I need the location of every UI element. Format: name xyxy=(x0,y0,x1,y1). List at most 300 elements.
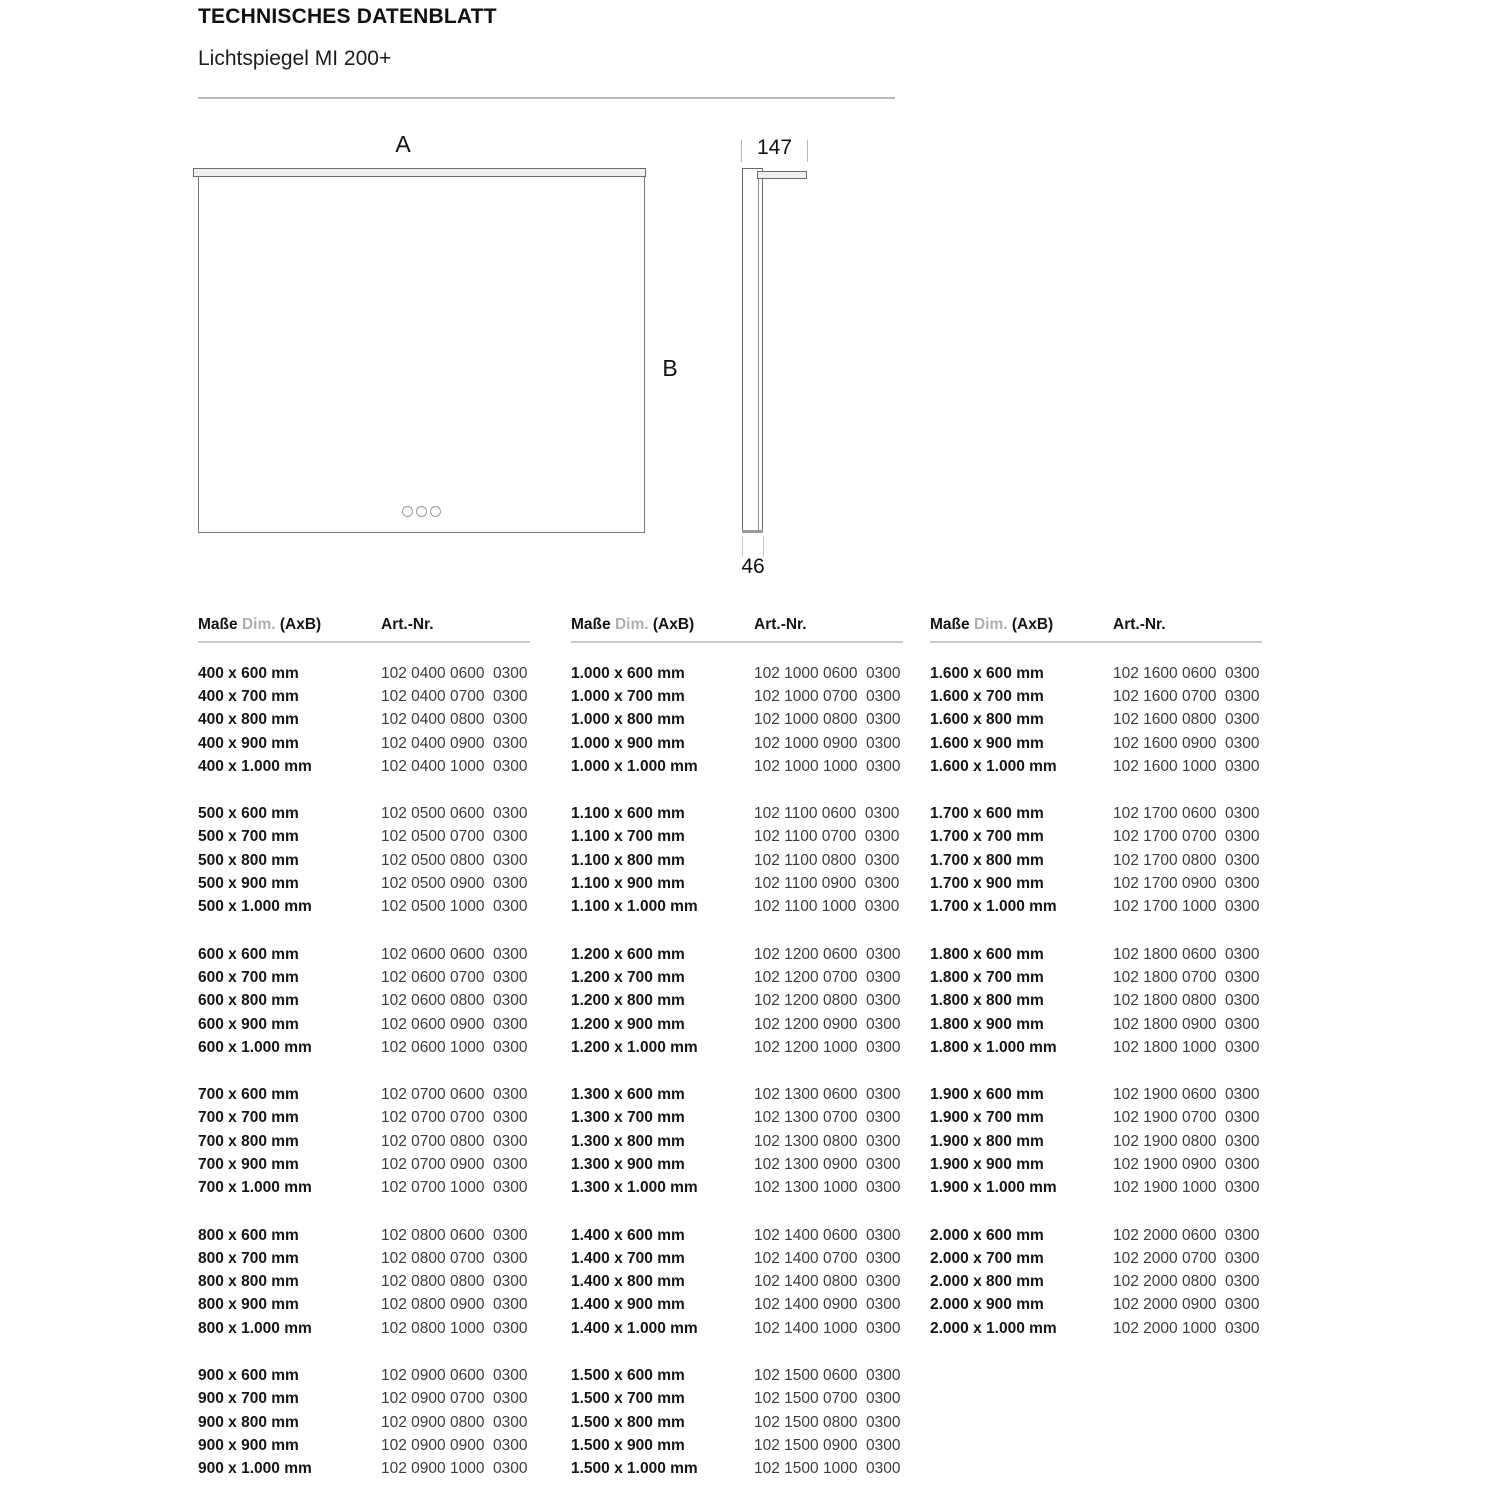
size-cell: 400 x 800 mm xyxy=(198,711,299,729)
size-cell: 900 x 600 mm xyxy=(198,1367,299,1385)
table-row xyxy=(571,1130,903,1153)
artnr-cell: 102 1600 0800 0300 xyxy=(1113,711,1260,729)
dimension-tick xyxy=(763,536,764,557)
artnr-cell: 102 0600 0600 0300 xyxy=(381,945,528,963)
size-block xyxy=(930,1224,1262,1340)
table-header xyxy=(930,615,1262,634)
mirror-front-view xyxy=(198,176,645,533)
page-subtitle: Lichtspiegel MI 200+ xyxy=(198,47,392,70)
artnr-cell: 102 1200 0800 0300 xyxy=(754,992,901,1010)
table-row xyxy=(930,896,1262,919)
table-row xyxy=(571,1107,903,1130)
size-cell: 1.100 x 600 mm xyxy=(571,805,685,823)
size-cell: 700 x 1.000 mm xyxy=(198,1179,312,1197)
dimension-tick xyxy=(807,140,808,162)
table-row xyxy=(198,732,530,755)
size-cell: 1.900 x 900 mm xyxy=(930,1155,1044,1173)
size-cell: 1.200 x 700 mm xyxy=(571,968,685,986)
artnr-cell: 102 1600 0900 0300 xyxy=(1113,734,1260,752)
size-cell: 1.500 x 1.000 mm xyxy=(571,1460,698,1478)
artnr-cell: 102 1300 0700 0300 xyxy=(754,1109,901,1127)
size-cell: 500 x 700 mm xyxy=(198,828,299,846)
artnr-cell: 102 2000 0700 0300 xyxy=(1113,1249,1260,1267)
size-cell: 600 x 1.000 mm xyxy=(198,1038,312,1056)
header-dim-label: Dim. xyxy=(614,616,649,633)
artnr-cell: 102 1900 0800 0300 xyxy=(1113,1132,1260,1150)
table-row xyxy=(571,662,903,685)
size-cell: 1.400 x 600 mm xyxy=(571,1226,685,1244)
header-artnr: Art.-Nr. xyxy=(381,616,434,633)
artnr-cell: 102 1100 1000 0300 xyxy=(754,898,900,916)
table-header-rule xyxy=(930,641,1262,643)
table-row xyxy=(571,1247,903,1270)
table-row xyxy=(198,685,530,708)
size-cell: 1.800 x 700 mm xyxy=(930,968,1044,986)
size-cell: 1.200 x 600 mm xyxy=(571,945,685,963)
size-block xyxy=(198,802,530,918)
size-cell: 500 x 900 mm xyxy=(198,875,299,893)
artnr-cell: 102 1700 0900 0300 xyxy=(1113,875,1260,893)
artnr-cell: 102 0400 0900 0300 xyxy=(381,734,528,752)
header-axb-label: (AxB) xyxy=(1011,616,1054,633)
dimension-label-a: A xyxy=(395,131,411,157)
table-row xyxy=(571,709,903,732)
artnr-cell: 102 0700 0900 0300 xyxy=(381,1155,528,1173)
artnr-cell: 102 0500 1000 0300 xyxy=(381,898,528,916)
size-cell: 2.000 x 1.000 mm xyxy=(930,1319,1057,1337)
table-row xyxy=(571,896,903,919)
size-cell: 1.700 x 600 mm xyxy=(930,805,1044,823)
table-row xyxy=(571,1294,903,1317)
table-row xyxy=(571,1083,903,1106)
table-row xyxy=(198,709,530,732)
size-cell: 700 x 800 mm xyxy=(198,1132,299,1150)
size-cell: 900 x 1.000 mm xyxy=(198,1460,312,1478)
table-row xyxy=(198,1130,530,1153)
size-cell: 1.100 x 900 mm xyxy=(571,875,685,893)
size-cell: 1.800 x 600 mm xyxy=(930,945,1044,963)
table-row xyxy=(571,1364,903,1387)
mirror-side-view xyxy=(742,168,763,533)
table-row xyxy=(930,872,1262,895)
table-row xyxy=(198,826,530,849)
size-block xyxy=(930,943,1262,1059)
artnr-cell: 102 1500 0900 0300 xyxy=(754,1436,901,1454)
table-row xyxy=(198,662,530,685)
table-row xyxy=(198,1364,530,1387)
size-cell: 1.800 x 1.000 mm xyxy=(930,1038,1057,1056)
table-row xyxy=(571,1317,903,1340)
size-cell: 1.100 x 1.000 mm xyxy=(571,898,698,916)
header-divider xyxy=(198,97,895,99)
size-cell: 1.000 x 1.000 mm xyxy=(571,757,698,775)
table-row xyxy=(571,685,903,708)
artnr-cell: 102 1800 0700 0300 xyxy=(1113,968,1260,986)
artnr-cell: 102 1700 0800 0300 xyxy=(1113,851,1260,869)
artnr-cell: 102 1300 0800 0300 xyxy=(754,1132,901,1150)
table-row xyxy=(571,1458,903,1481)
size-cell: 1.200 x 900 mm xyxy=(571,1015,685,1033)
artnr-cell: 102 0500 0800 0300 xyxy=(381,851,528,869)
size-cell: 1.300 x 600 mm xyxy=(571,1086,685,1104)
size-cell: 1.800 x 900 mm xyxy=(930,1015,1044,1033)
table-row xyxy=(571,1036,903,1059)
artnr-cell: 102 1900 0900 0300 xyxy=(1113,1155,1260,1173)
artnr-cell: 102 1000 0900 0300 xyxy=(754,734,901,752)
size-table-column-1 xyxy=(198,615,530,1505)
table-row xyxy=(930,1036,1262,1059)
artnr-cell: 102 1900 1000 0300 xyxy=(1113,1179,1260,1197)
artnr-cell: 102 1900 0600 0300 xyxy=(1113,1086,1260,1104)
size-block xyxy=(198,1083,530,1199)
header-masse-label: Maße xyxy=(930,616,970,633)
table-row xyxy=(571,802,903,825)
artnr-cell: 102 1100 0600 0300 xyxy=(754,805,900,823)
table-row xyxy=(198,1247,530,1270)
artnr-cell: 102 2000 0800 0300 xyxy=(1113,1273,1260,1291)
table-row xyxy=(571,1177,903,1200)
size-block xyxy=(198,943,530,1059)
table-row xyxy=(930,755,1262,778)
size-cell: 400 x 900 mm xyxy=(198,734,299,752)
table-row xyxy=(930,1224,1262,1247)
table-row xyxy=(571,1271,903,1294)
table-row xyxy=(930,1247,1262,1270)
table-row xyxy=(198,1177,530,1200)
artnr-cell: 102 0800 0800 0300 xyxy=(381,1273,528,1291)
artnr-cell: 102 0700 0600 0300 xyxy=(381,1086,528,1104)
artnr-cell: 102 0400 0800 0300 xyxy=(381,711,528,729)
table-row xyxy=(571,1153,903,1176)
size-block xyxy=(198,1224,530,1340)
artnr-cell: 102 1000 1000 0300 xyxy=(754,757,901,775)
table-row xyxy=(571,1224,903,1247)
size-cell: 1.300 x 800 mm xyxy=(571,1132,685,1150)
size-cell: 1.600 x 1.000 mm xyxy=(930,757,1057,775)
table-row xyxy=(198,755,530,778)
table-body xyxy=(571,662,903,1481)
touch-dot-icon xyxy=(416,506,427,517)
table-row xyxy=(930,966,1262,989)
artnr-cell: 102 1400 0800 0300 xyxy=(754,1273,901,1291)
artnr-cell: 102 1100 0800 0300 xyxy=(754,851,900,869)
table-row xyxy=(930,1153,1262,1176)
table-row xyxy=(571,966,903,989)
artnr-cell: 102 1400 0600 0300 xyxy=(754,1226,901,1244)
table-row xyxy=(571,1411,903,1434)
size-cell: 800 x 800 mm xyxy=(198,1273,299,1291)
artnr-cell: 102 1400 0700 0300 xyxy=(754,1249,901,1267)
header-artnr: Art.-Nr. xyxy=(1113,616,1166,633)
artnr-cell: 102 0600 0700 0300 xyxy=(381,968,528,986)
table-row xyxy=(198,872,530,895)
size-cell: 500 x 1.000 mm xyxy=(198,898,312,916)
table-row xyxy=(198,1036,530,1059)
size-cell: 1.400 x 900 mm xyxy=(571,1296,685,1314)
artnr-cell: 102 1200 0900 0300 xyxy=(754,1015,901,1033)
table-row xyxy=(198,990,530,1013)
table-row xyxy=(198,896,530,919)
size-cell: 500 x 600 mm xyxy=(198,805,299,823)
size-cell: 1.400 x 1.000 mm xyxy=(571,1319,698,1337)
table-header-rule xyxy=(198,641,530,643)
artnr-cell: 102 1900 0700 0300 xyxy=(1113,1109,1260,1127)
artnr-cell: 102 1400 1000 0300 xyxy=(754,1319,901,1337)
size-cell: 1.600 x 800 mm xyxy=(930,711,1044,729)
size-cell: 2.000 x 600 mm xyxy=(930,1226,1044,1244)
table-row xyxy=(198,1434,530,1457)
artnr-cell: 102 0500 0600 0300 xyxy=(381,805,528,823)
artnr-cell: 102 0400 1000 0300 xyxy=(381,757,528,775)
side-view-light-flange xyxy=(757,171,807,179)
artnr-cell: 102 0700 0800 0300 xyxy=(381,1132,528,1150)
table-row xyxy=(198,966,530,989)
artnr-cell: 102 1700 0600 0300 xyxy=(1113,805,1260,823)
size-cell: 1.900 x 700 mm xyxy=(930,1109,1044,1127)
size-cell: 400 x 700 mm xyxy=(198,687,299,705)
table-row xyxy=(198,1224,530,1247)
touch-control-dots-icon xyxy=(199,506,644,517)
size-cell: 1.500 x 900 mm xyxy=(571,1436,685,1454)
artnr-cell: 102 2000 1000 0300 xyxy=(1113,1319,1260,1337)
size-cell: 1.100 x 800 mm xyxy=(571,851,685,869)
size-cell: 1.600 x 700 mm xyxy=(930,687,1044,705)
size-cell: 1.000 x 600 mm xyxy=(571,664,685,682)
table-row xyxy=(198,943,530,966)
artnr-cell: 102 1800 1000 0300 xyxy=(1113,1038,1260,1056)
dimension-tick xyxy=(742,536,743,557)
side-view-base-line xyxy=(742,530,763,533)
table-header xyxy=(198,615,530,634)
artnr-cell: 102 0400 0600 0300 xyxy=(381,664,528,682)
size-cell: 2.000 x 800 mm xyxy=(930,1273,1044,1291)
header-masse xyxy=(571,615,754,634)
size-cell: 700 x 700 mm xyxy=(198,1109,299,1127)
artnr-cell: 102 1600 0700 0300 xyxy=(1113,687,1260,705)
table-row xyxy=(930,662,1262,685)
artnr-cell: 102 1000 0600 0300 xyxy=(754,664,901,682)
size-cell: 800 x 600 mm xyxy=(198,1226,299,1244)
size-cell: 1.600 x 600 mm xyxy=(930,664,1044,682)
size-cell: 1.800 x 800 mm xyxy=(930,992,1044,1010)
table-row xyxy=(571,872,903,895)
table-row xyxy=(198,1458,530,1481)
header-masse-label: Maße xyxy=(198,616,238,633)
artnr-cell: 102 1600 0600 0300 xyxy=(1113,664,1260,682)
size-cell: 1.500 x 700 mm xyxy=(571,1390,685,1408)
table-row xyxy=(930,709,1262,732)
artnr-cell: 102 1200 1000 0300 xyxy=(754,1038,901,1056)
dimension-label-b: B xyxy=(662,355,678,381)
size-cell: 1.600 x 900 mm xyxy=(930,734,1044,752)
artnr-cell: 102 1100 0700 0300 xyxy=(754,828,900,846)
table-row xyxy=(198,1153,530,1176)
size-cell: 800 x 1.000 mm xyxy=(198,1319,312,1337)
header-masse xyxy=(930,615,1113,634)
artnr-cell: 102 1000 0800 0300 xyxy=(754,711,901,729)
table-row xyxy=(198,1317,530,1340)
artnr-cell: 102 0500 0700 0300 xyxy=(381,828,528,846)
artnr-cell: 102 2000 0600 0300 xyxy=(1113,1226,1260,1244)
artnr-cell: 102 1000 0700 0300 xyxy=(754,687,901,705)
table-row xyxy=(198,1107,530,1130)
artnr-cell: 102 1700 1000 0300 xyxy=(1113,898,1260,916)
table-row xyxy=(930,732,1262,755)
header-axb-label: (AxB) xyxy=(652,616,695,633)
table-row xyxy=(930,1271,1262,1294)
size-cell: 600 x 600 mm xyxy=(198,945,299,963)
size-block xyxy=(571,802,903,918)
table-row xyxy=(930,1317,1262,1340)
size-cell: 800 x 700 mm xyxy=(198,1249,299,1267)
table-header xyxy=(571,615,903,634)
table-row xyxy=(930,1083,1262,1106)
size-cell: 1.700 x 1.000 mm xyxy=(930,898,1057,916)
artnr-cell: 102 0900 0600 0300 xyxy=(381,1367,528,1385)
artnr-cell: 102 2000 0900 0300 xyxy=(1113,1296,1260,1314)
size-cell: 400 x 1.000 mm xyxy=(198,757,312,775)
artnr-cell: 102 0400 0700 0300 xyxy=(381,687,528,705)
table-row xyxy=(198,1388,530,1411)
table-row xyxy=(198,1411,530,1434)
size-cell: 2.000 x 900 mm xyxy=(930,1296,1044,1314)
size-cell: 1.700 x 700 mm xyxy=(930,828,1044,846)
page-title: TECHNISCHES DATENBLATT xyxy=(198,5,497,28)
size-cell: 1.200 x 800 mm xyxy=(571,992,685,1010)
table-row xyxy=(930,685,1262,708)
artnr-cell: 102 0900 0800 0300 xyxy=(381,1413,528,1431)
table-row xyxy=(930,1177,1262,1200)
artnr-cell: 102 0900 1000 0300 xyxy=(381,1460,528,1478)
artnr-cell: 102 0900 0900 0300 xyxy=(381,1436,528,1454)
size-block xyxy=(571,1083,903,1199)
table-row xyxy=(571,990,903,1013)
artnr-cell: 102 0600 0800 0300 xyxy=(381,992,528,1010)
header-artnr: Art.-Nr. xyxy=(754,616,807,633)
table-row xyxy=(930,990,1262,1013)
table-row xyxy=(930,1107,1262,1130)
size-cell: 1.500 x 800 mm xyxy=(571,1413,685,1431)
table-row xyxy=(571,755,903,778)
size-cell: 500 x 800 mm xyxy=(198,851,299,869)
table-row xyxy=(930,802,1262,825)
table-row xyxy=(930,849,1262,872)
artnr-cell: 102 1200 0700 0300 xyxy=(754,968,901,986)
size-block xyxy=(571,1224,903,1340)
table-body xyxy=(930,662,1262,1340)
table-row xyxy=(571,1434,903,1457)
size-cell: 2.000 x 700 mm xyxy=(930,1249,1044,1267)
touch-dot-icon xyxy=(402,506,413,517)
size-cell: 1.500 x 600 mm xyxy=(571,1367,685,1385)
artnr-cell: 102 1400 0900 0300 xyxy=(754,1296,901,1314)
artnr-cell: 102 0500 0900 0300 xyxy=(381,875,528,893)
size-cell: 700 x 600 mm xyxy=(198,1086,299,1104)
artnr-cell: 102 1800 0800 0300 xyxy=(1113,992,1260,1010)
size-block xyxy=(930,1083,1262,1199)
artnr-cell: 102 0800 0900 0300 xyxy=(381,1296,528,1314)
size-cell: 1.400 x 800 mm xyxy=(571,1273,685,1291)
dimension-value-147: 147 xyxy=(756,136,793,159)
size-cell: 700 x 900 mm xyxy=(198,1155,299,1173)
artnr-cell: 102 1300 1000 0300 xyxy=(754,1179,901,1197)
header-masse-label: Maße xyxy=(571,616,611,633)
header-dim-label: Dim. xyxy=(973,616,1008,633)
size-table-column-2 xyxy=(571,615,903,1505)
size-cell: 800 x 900 mm xyxy=(198,1296,299,1314)
artnr-cell: 102 1700 0700 0300 xyxy=(1113,828,1260,846)
artnr-cell: 102 0800 0600 0300 xyxy=(381,1226,528,1244)
table-row xyxy=(930,943,1262,966)
size-cell: 1.000 x 700 mm xyxy=(571,687,685,705)
artnr-cell: 102 0600 0900 0300 xyxy=(381,1015,528,1033)
size-block xyxy=(571,662,903,778)
size-cell: 1.300 x 700 mm xyxy=(571,1109,685,1127)
artnr-cell: 102 1100 0900 0300 xyxy=(754,875,900,893)
table-row xyxy=(571,849,903,872)
size-block xyxy=(571,943,903,1059)
header-dim-label: Dim. xyxy=(241,616,276,633)
size-cell: 600 x 700 mm xyxy=(198,968,299,986)
size-block xyxy=(571,1364,903,1480)
artnr-cell: 102 0600 1000 0300 xyxy=(381,1038,528,1056)
table-row xyxy=(571,732,903,755)
size-cell: 900 x 900 mm xyxy=(198,1436,299,1454)
artnr-cell: 102 1500 0600 0300 xyxy=(754,1367,901,1385)
table-row xyxy=(930,1294,1262,1317)
size-cell: 1.700 x 900 mm xyxy=(930,875,1044,893)
size-block xyxy=(930,662,1262,778)
size-cell: 600 x 900 mm xyxy=(198,1015,299,1033)
size-block xyxy=(198,662,530,778)
size-cell: 1.000 x 900 mm xyxy=(571,734,685,752)
artnr-cell: 102 0900 0700 0300 xyxy=(381,1390,528,1408)
table-row xyxy=(571,826,903,849)
artnr-cell: 102 1600 1000 0300 xyxy=(1113,757,1260,775)
artnr-cell: 102 1200 0600 0300 xyxy=(754,945,901,963)
artnr-cell: 102 0700 1000 0300 xyxy=(381,1179,528,1197)
size-cell: 1.100 x 700 mm xyxy=(571,828,685,846)
touch-dot-icon xyxy=(430,506,441,517)
header-masse xyxy=(198,615,381,634)
table-header-rule xyxy=(571,641,903,643)
size-cell: 600 x 800 mm xyxy=(198,992,299,1010)
side-view-inner-line xyxy=(758,171,759,530)
size-cell: 1.300 x 900 mm xyxy=(571,1155,685,1173)
size-cell: 900 x 700 mm xyxy=(198,1390,299,1408)
artnr-cell: 102 1500 1000 0300 xyxy=(754,1460,901,1478)
artnr-cell: 102 0800 1000 0300 xyxy=(381,1319,528,1337)
size-cell: 900 x 800 mm xyxy=(198,1413,299,1431)
size-cell: 400 x 600 mm xyxy=(198,664,299,682)
artnr-cell: 102 1500 0700 0300 xyxy=(754,1390,901,1408)
size-cell: 1.700 x 800 mm xyxy=(930,851,1044,869)
artnr-cell: 102 1800 0600 0300 xyxy=(1113,945,1260,963)
table-row xyxy=(571,943,903,966)
size-cell: 1.900 x 800 mm xyxy=(930,1132,1044,1150)
table-row xyxy=(930,826,1262,849)
artnr-cell: 102 0800 0700 0300 xyxy=(381,1249,528,1267)
table-row xyxy=(198,1083,530,1106)
size-cell: 1.400 x 700 mm xyxy=(571,1249,685,1267)
size-table-column-3 xyxy=(930,615,1262,1364)
artnr-cell: 102 1500 0800 0300 xyxy=(754,1413,901,1431)
table-body xyxy=(198,662,530,1481)
table-row xyxy=(198,1013,530,1036)
dimension-value-46: 46 xyxy=(741,555,765,578)
artnr-cell: 102 0700 0700 0300 xyxy=(381,1109,528,1127)
size-cell: 1.900 x 600 mm xyxy=(930,1086,1044,1104)
